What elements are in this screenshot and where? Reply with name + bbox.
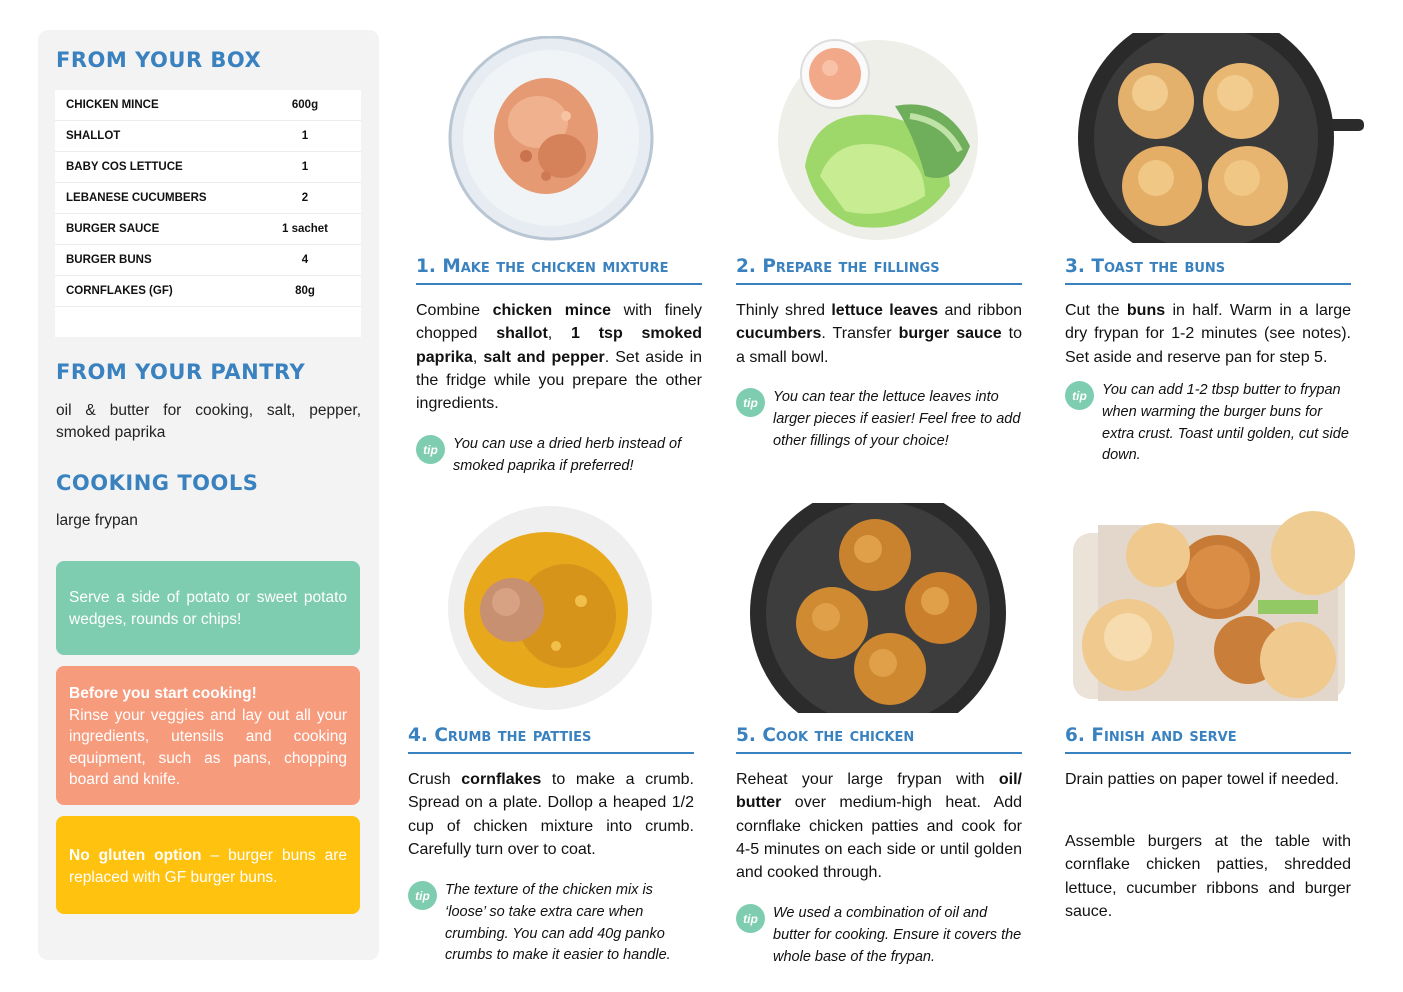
ingredient-row [55, 183, 361, 214]
step-text: Cut the [1065, 302, 1127, 319]
gluten-text: – burger buns are replaced with GF burger buns. [69, 847, 347, 886]
step-4-title: 4. Crumb the patties [408, 725, 694, 754]
step-text: , [547, 325, 572, 343]
ingredient-name: BABY COS LETTUCE [66, 161, 183, 173]
ingredient-qty: 600g [291, 99, 319, 111]
step-3-tip [1065, 380, 1351, 467]
step-4-body [408, 768, 694, 861]
step-6-body-2: Assemble burgers at the table with cornflake chicken patties, shredded lettuce, cucumber ribbons and burger sauce. [1065, 833, 1351, 920]
ingredient-qty: 1 sachet [281, 223, 329, 235]
step-text: over medium-high heat. Add cornflake chicken patties and cook for 4-5 minutes on each side or until golden and cooked through. [736, 794, 1022, 882]
tools-text: large frypan [56, 512, 138, 529]
before-text: Rinse your veggies and lay out all your ingredients, utensils and cooking equipment, such as pans, chopping board and knife. [69, 706, 347, 788]
step-text: Thinly shred [736, 302, 832, 319]
step-text: . Transfer [821, 325, 899, 343]
step-text-bold: 1 tsp smoked paprika [416, 325, 702, 366]
tip-icon: tip [1065, 381, 1094, 410]
tip-text: We used a combination of oil and butter for cooking. Ensure it covers the whole base of the frypan. [773, 905, 1022, 965]
tip-text: You can use a dried herb instead of smoked paprika if preferred! [453, 436, 682, 474]
step-text: to make a crumb. Spread on a plate. Dollop a heaped 1/2 cup of chicken mixture into crumb. Carefully turn over to coat. [408, 771, 694, 858]
step-5-tip [736, 903, 1022, 968]
step-text: Crush [408, 771, 462, 788]
ingredient-qty: 2 [301, 192, 309, 204]
step-text: Combine [416, 302, 493, 319]
step-text: , [472, 348, 484, 366]
ingredient-row [55, 245, 361, 276]
ingredient-qty: 80g [295, 285, 315, 297]
step-text: to a small bowl. [736, 325, 1022, 366]
ingredient-row [55, 214, 361, 245]
photo-crumb-patties [446, 506, 656, 711]
before-you-start-box [56, 666, 360, 805]
ingredient-row-blank [55, 307, 361, 337]
step-1-body [416, 299, 702, 415]
ingredient-row [55, 276, 361, 307]
step-5-body [736, 768, 1022, 884]
serve-suggestion-text: Serve a side of potato or sweet potato wedges, rounds or chips! [69, 589, 347, 628]
step-text-bold: shallot [496, 325, 548, 343]
pantry-title: FROM YOUR PANTRY [56, 360, 306, 384]
ingredient-qty: 1 [301, 161, 309, 173]
before-heading: Before you start cooking! [69, 685, 257, 702]
step-text-bold: lettuce leaves [831, 302, 939, 319]
step-2-body [736, 299, 1022, 369]
step-text: Reheat your large frypan with [736, 771, 999, 788]
tip-text: The texture of the chicken mix is ‘loose’ so take extra care when crumbing. You can add 40g panko crumbs to make it easier to handle. [445, 882, 671, 964]
step-text: . Set aside in the fridge while you prepare the other ingredients. [416, 348, 703, 413]
step-5-title: 5. Cook the chicken [736, 725, 1022, 754]
ingredient-name: LEBANESE CUCUMBERS [66, 192, 207, 204]
photo-chicken-mixture [446, 36, 656, 241]
ingredient-name: SHALLOT [66, 130, 121, 142]
ingredient-name: BURGER SAUCE [66, 223, 160, 235]
step-text: with finely chopped [416, 302, 702, 343]
photo-fillings [775, 36, 985, 241]
photo-finish-serve [1068, 505, 1358, 705]
pantry-text: oil & butter for cooking, salt, pepper, smoked paprika [56, 402, 361, 441]
step-text-bold: cornflakes [461, 771, 542, 788]
photo-toast-buns [1078, 33, 1364, 243]
step-text-bold: salt and pepper [483, 348, 605, 366]
ingredient-qty: 4 [301, 254, 309, 266]
photo-cook-chicken [750, 503, 1010, 713]
gluten-heading: No gluten option [69, 847, 202, 864]
tip-icon: tip [736, 904, 765, 933]
sidebar [38, 30, 379, 960]
step-6-title: 6. Finish and serve [1065, 725, 1351, 754]
step-text-bold: oil/ butter [736, 771, 1022, 812]
step-3-body [1065, 299, 1351, 369]
step-text: in half. Warm in a large dry frypan for 1-2 minutes (see notes). Set aside and reserve pan for step 5. [1065, 302, 1352, 366]
step-3-title: 3. Toast the buns [1065, 256, 1351, 285]
step-1-tip [416, 434, 702, 478]
step-2-title: 2. Prepare the fillings [736, 256, 1022, 285]
serve-suggestion-box [56, 561, 360, 655]
step-2-tip [736, 387, 1022, 452]
step-4-tip [408, 880, 694, 967]
ingredients-table [55, 90, 361, 337]
ingredient-row [55, 90, 361, 121]
ingredient-name: CORNFLAKES (GF) [66, 285, 173, 297]
step-1-title: 1. Make the chicken mixture [416, 256, 702, 285]
ingredient-row [55, 152, 361, 183]
gluten-option-box [56, 816, 360, 914]
ingredient-qty: 1 [301, 130, 309, 142]
tip-icon: tip [736, 388, 765, 417]
step-text-bold: burger sauce [898, 325, 1002, 343]
tip-text: You can tear the lettuce leaves into larger pieces if easier! Feel free to add other fillings of your choice! [773, 389, 1021, 449]
ingredient-row [55, 121, 361, 152]
tip-text: You can add 1-2 tbsp butter to frypan when warming the burger buns for extra crust. Toast until golden, cut side down. [1102, 382, 1349, 464]
ingredient-name: BURGER BUNS [66, 254, 152, 266]
ingredient-name: CHICKEN MINCE [66, 99, 159, 111]
tip-icon: tip [416, 435, 445, 464]
from-box-title: FROM YOUR BOX [56, 48, 262, 72]
step-6-body [1065, 768, 1351, 791]
step-text-bold: buns [1126, 302, 1166, 319]
step-text: and ribbon [938, 302, 1023, 319]
step-text-bold: cucumbers [736, 325, 822, 343]
tools-title: COOKING TOOLS [56, 471, 259, 495]
step-text: Drain patties on paper towel if needed. [1065, 771, 1339, 788]
step-text-bold: chicken mince [492, 302, 612, 319]
tip-icon: tip [408, 881, 437, 910]
